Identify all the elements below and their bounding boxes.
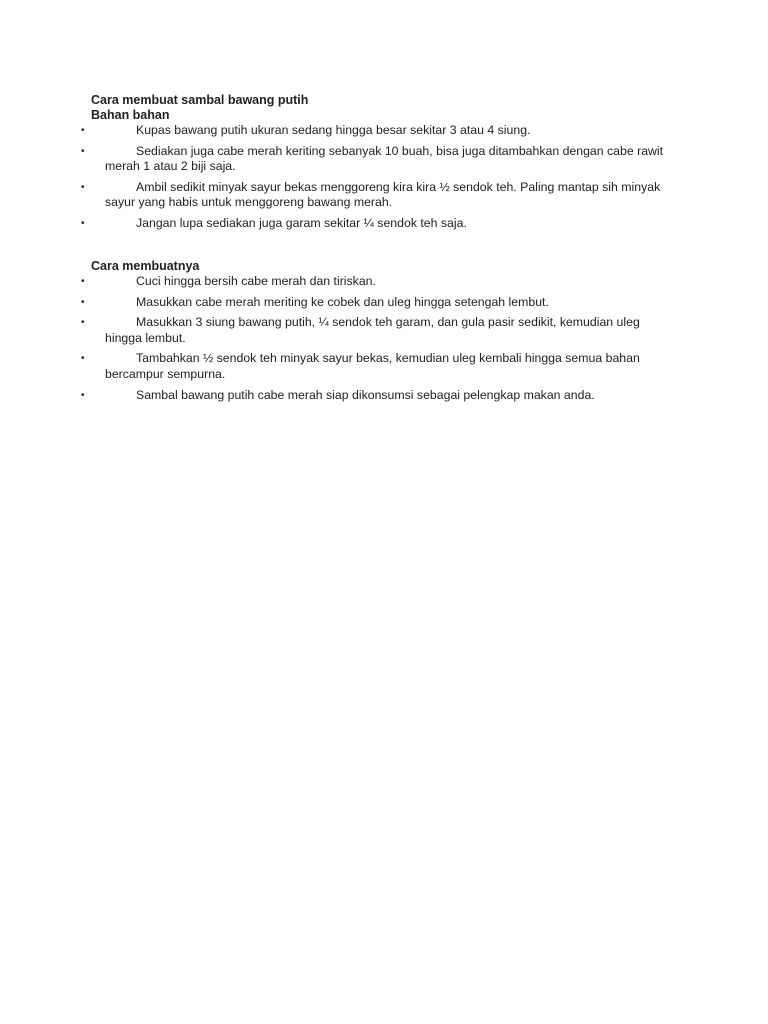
list-item [0, 180, 768, 211]
bullet-icon: • [81, 353, 85, 365]
bullet-icon: • [81, 317, 85, 329]
list-item [0, 274, 768, 290]
ingredients-list [0, 123, 768, 237]
ingredients-heading: Bahan bahan [91, 108, 170, 122]
list-item [0, 295, 768, 311]
list-item [0, 351, 768, 382]
steps-heading: Cara membuatnya [91, 259, 200, 273]
ingredient-text: Ambil sedikit minyak sayur bekas menggoreng kira kira ½ sendok teh. Paling mantap sih minyak sayur yang habis untuk menggoreng bawang merah. [105, 179, 661, 210]
bullet-icon: • [81, 217, 85, 229]
step-text: Masukkan cabe merah meriting ke cobek dan uleg hingga setengah lembut. [136, 294, 549, 309]
bullet-icon: • [81, 181, 85, 193]
ingredient-text: Sediakan juga cabe merah keriting sebanyak 10 buah, bisa juga ditambahkan dengan cabe rawit merah 1 atau 2 biji saja. [105, 143, 664, 174]
step-text: Cuci hingga bersih cabe merah dan tiriskan. [136, 274, 376, 288]
document-title: Cara membuat sambal bawang putih [91, 93, 309, 107]
bullet-icon: • [81, 145, 85, 157]
list-item [0, 144, 768, 175]
bullet-icon: • [81, 296, 85, 308]
bullet-icon: • [81, 276, 85, 287]
bullet-icon: • [81, 389, 85, 401]
ingredient-text: Kupas bawang putih ukuran sedang hingga besar sekitar 3 atau 4 siung. [136, 123, 531, 137]
list-item [0, 388, 768, 404]
list-item [0, 315, 768, 346]
list-item [0, 216, 768, 232]
step-text: Masukkan 3 siung bawang putih, ¼ sendok teh garam, dan gula pasir sedikit, kemudian uleg hingga lembut. [105, 315, 640, 345]
bullet-icon: • [81, 125, 85, 136]
list-item [0, 123, 768, 139]
step-text: Sambal bawang putih cabe merah siap dikonsumsi sebagai pelengkap makan anda. [136, 387, 595, 402]
step-text: Tambahkan ½ sendok teh minyak sayur bekas, kemudian uleg kembali hingga semua bahan bercampur sempurna. [105, 351, 640, 381]
steps-list [0, 274, 768, 408]
ingredient-text: Jangan lupa sediakan juga garam sekitar ¼ sendok teh saja. [136, 215, 467, 230]
